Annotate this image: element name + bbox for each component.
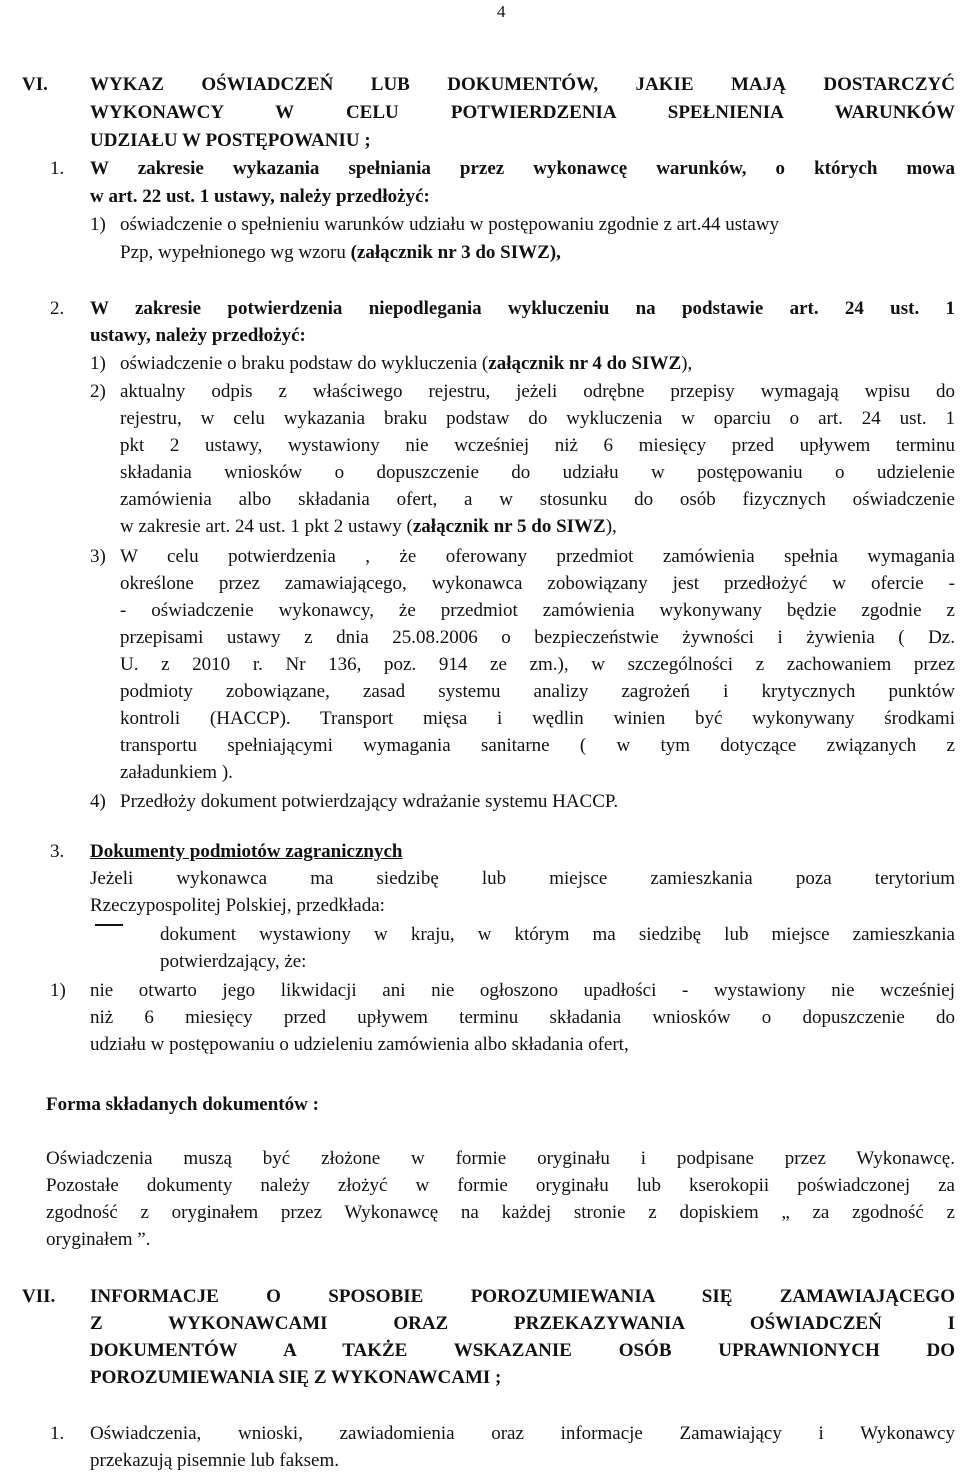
forma-line-1: Oświadczenia muszą być złożone w formie oryginału i podpisane przez Wykonawcę. bbox=[46, 1148, 955, 1169]
p2-item3-line-6: podmioty zobowiązane, zasad systemu analizy zagrożeń i krytycznych punktów bbox=[120, 681, 955, 702]
p2-item2-line-2: rejestru, w celu wykazania braku podstaw do wykluczenia w oparciu o art. 24 ust. 1 bbox=[120, 408, 955, 429]
p3-line-1: Jeżeli wykonawca ma siedzibę lub miejsce zamieszkania poza terytorium bbox=[90, 868, 955, 889]
section-vi-number: VI. bbox=[22, 74, 48, 95]
forma-line-4: oryginałem ”. bbox=[46, 1229, 151, 1250]
page-number: 4 bbox=[497, 2, 506, 21]
p2-item3-line-1: W celu potwierdzenia , że oferowany przedmiot zamówienia spełnia wymagania bbox=[120, 546, 955, 567]
attachment-4-ref: załącznik nr 4 do SIWZ bbox=[488, 353, 682, 374]
p2-item1-text-end: ), bbox=[681, 353, 693, 374]
p2-item2-last-text: w zakresie art. 24 ust. 1 pkt 2 ustawy ( bbox=[120, 516, 413, 537]
p2-item3-line-9: załadunkiem ). bbox=[120, 762, 233, 783]
dash-bullet bbox=[95, 924, 123, 926]
p3-number: 3. bbox=[50, 841, 65, 862]
p1-item1-line-2-text: Pzp, wypełnionego wg wzoru bbox=[120, 242, 346, 263]
attachment-3-ref: (załącznik nr 3 do SIWZ), bbox=[350, 242, 561, 263]
p3-item1-line-3: udziału w postępowaniu o udzieleniu zamówienia albo składania ofert, bbox=[90, 1034, 629, 1055]
p2-item2-last-end: ), bbox=[605, 516, 617, 537]
vii-p1-number: 1. bbox=[50, 1423, 65, 1444]
p2-item4-number: 4) bbox=[90, 791, 106, 812]
vii-p1-line-2: przekazują pisemnie lub faksem. bbox=[90, 1450, 340, 1471]
p3-item1-line-1: nie otwarto jego likwidacji ani nie ogłoszono upadłości - wystawiony nie wcześniej bbox=[90, 980, 955, 1001]
forma-line-2: Pozostałe dokumenty należy złożyć w formie oryginału lub kserokopii poświadczonej za bbox=[46, 1175, 955, 1196]
p1-item1-number: 1) bbox=[90, 214, 106, 235]
p2-item1-text bbox=[120, 351, 692, 377]
p1-title-line-2: w art. 22 ust. 1 ustawy, należy przedłożyć: bbox=[90, 186, 430, 207]
p3-dash-line-1: dokument wystawiony w kraju, w którym ma siedzibę lub miejsce zamieszkania bbox=[160, 924, 955, 945]
p2-title-line-2: ustawy, należy przedłożyć: bbox=[90, 325, 306, 346]
p3-item1-number: 1) bbox=[50, 980, 66, 1001]
p2-item2-line-1: aktualny odpis z właściwego rejestru, jeżeli odrębne przepisy wymagają wpisu do bbox=[120, 381, 955, 402]
p1-title-line-1: W zakresie wykazania spełniania przez wykonawcę warunków, o których mowa bbox=[90, 158, 955, 179]
p1-item1-line-1: oświadczenie o spełnieniu warunków udziału w postępowaniu zgodnie z art.44 ustawy bbox=[120, 214, 780, 235]
section-vii-heading-line-1: INFORMACJE O SPOSOBIE POROZUMIEWANIA SIĘ ZAMAWIAJĄCEGO bbox=[90, 1286, 955, 1307]
p2-item3-line-4: przepisami ustawy z dnia 25.08.2006 o bezpieczeństwie żywności i żywienia ( Dz. bbox=[120, 627, 955, 648]
p2-item2-line-4: składania wniosków o dopuszczenie do udziału w postępowaniu o udzielenie bbox=[120, 462, 955, 483]
p2-item3-line-7: kontroli (HACCP). Transport mięsa i wędlin winien być wykonywany środkami bbox=[120, 708, 955, 729]
p2-item3-line-8: transportu spełniającymi wymagania sanitarne ( w tym dotyczące związanych z bbox=[120, 735, 955, 756]
p2-item2-line-6 bbox=[120, 514, 617, 540]
section-vii-number: VII. bbox=[22, 1286, 56, 1307]
p2-number: 2. bbox=[50, 298, 65, 319]
p2-item1-text-a: oświadczenie o braku podstaw do wykluczenia ( bbox=[120, 353, 489, 374]
attachment-5-ref: załącznik nr 5 do SIWZ bbox=[412, 516, 606, 537]
section-vii-heading-line-2: Z WYKONAWCAMI ORAZ PRZEKAZYWANIA OŚWIADCZEŃ I bbox=[90, 1313, 955, 1334]
section-vi-heading-line-2: WYKONAWCY W CELU POTWIERDZENIA SPEŁNIENIA WARUNKÓW bbox=[90, 102, 955, 123]
p2-item1-number: 1) bbox=[90, 353, 106, 374]
section-vi-heading-line-3: UDZIAŁU W POSTĘPOWANIU ; bbox=[90, 130, 371, 151]
p2-item3-number: 3) bbox=[90, 546, 106, 567]
p2-title-line-1: W zakresie potwierdzenia niepodlegania wykluczeniu na podstawie art. 24 ust. 1 bbox=[90, 298, 955, 319]
p2-item4-text: Przedłoży dokument potwierdzający wdrażanie systemu HACCP. bbox=[120, 791, 619, 812]
p3-item1-line-2: niż 6 miesięcy przed upływem terminu składania wniosków o dopuszczenie do bbox=[90, 1007, 955, 1028]
section-vii-heading-line-4: POROZUMIEWANIA SIĘ Z WYKONAWCAMI ; bbox=[90, 1367, 502, 1388]
p2-item3-line-5: U. z 2010 r. Nr 136, poz. 914 ze zm.), w szczególności z zachowaniem przez bbox=[120, 654, 955, 675]
forma-title: Forma składanych dokumentów : bbox=[46, 1094, 319, 1115]
p3-title: Dokumenty podmiotów zagranicznych bbox=[90, 841, 403, 862]
p2-item3-line-3: - oświadczenie wykonawcy, że przedmiot zamówienia wykonywany będzie zgodnie z bbox=[120, 600, 955, 621]
p1-number: 1. bbox=[50, 158, 65, 179]
p2-item2-line-5: zamówienia albo składania ofert, a w stosunku do osób fizycznych oświadczenie bbox=[120, 489, 955, 510]
section-vii-heading-line-3: DOKUMENTÓW A TAKŻE WSKAZANIE OSÓB UPRAWNIONYCH DO bbox=[90, 1340, 955, 1361]
forma-line-3: zgodność z oryginałem przez Wykonawcę na każdej stronie z dopiskiem „ za zgodność z bbox=[46, 1202, 955, 1223]
p3-dash-line-2: potwierdzający, że: bbox=[160, 951, 307, 972]
p3-line-2: Rzeczypospolitej Polskiej, przedkłada: bbox=[90, 895, 385, 916]
p2-item2-number: 2) bbox=[90, 381, 106, 402]
p1-item1-line-2 bbox=[120, 240, 561, 266]
p2-item2-line-3: pkt 2 ustawy, wystawiony nie wcześniej niż 6 miesięcy przed upływem terminu bbox=[120, 435, 955, 456]
section-vi-heading-line-1: WYKAZ OŚWIADCZEŃ LUB DOKUMENTÓW, JAKIE MAJĄ DOSTARCZYĆ bbox=[90, 74, 955, 95]
p2-item3-line-2: określone przez zamawiającego, wykonawca zobowiązany jest przedłożyć w ofercie - bbox=[120, 573, 955, 594]
vii-p1-line-1: Oświadczenia, wnioski, zawiadomienia oraz informacje Zamawiający i Wykonawcy bbox=[90, 1423, 955, 1444]
